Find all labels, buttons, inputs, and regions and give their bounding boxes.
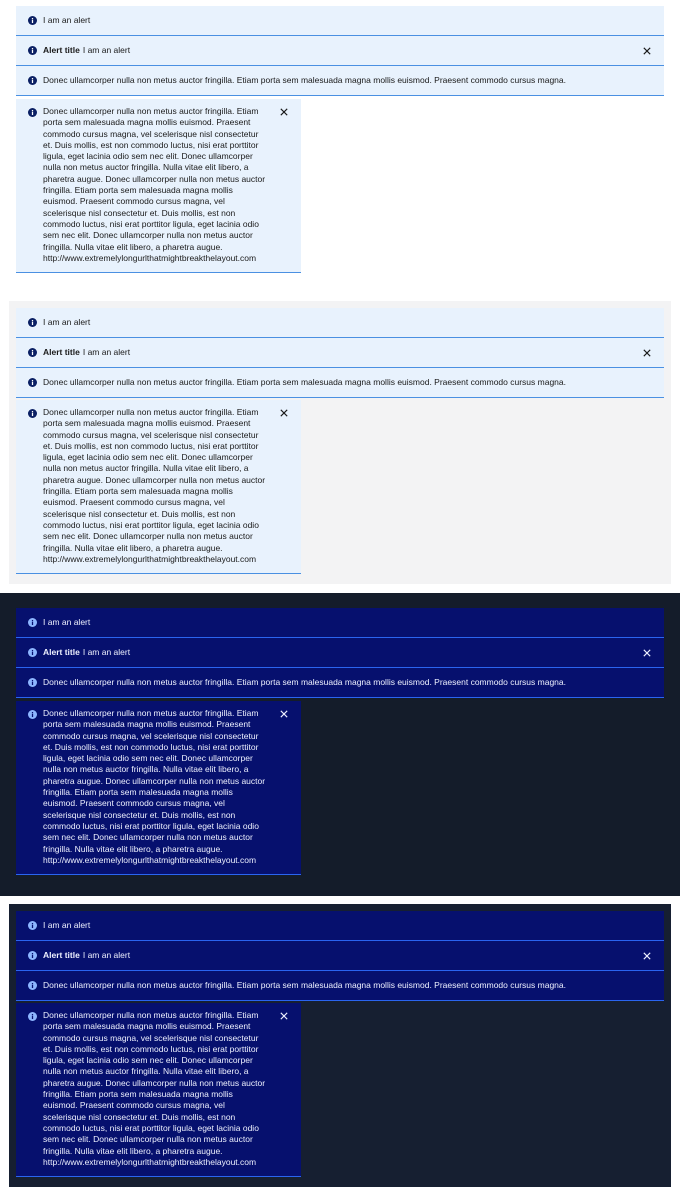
alert-message: I am an alert <box>82 346 131 357</box>
close-icon[interactable] <box>643 47 651 55</box>
alert-with-title <box>16 941 664 971</box>
alert-title: Alert title <box>43 346 80 357</box>
alert-message: I am an alert <box>82 949 131 960</box>
info-icon <box>28 318 37 327</box>
info-icon <box>28 46 37 55</box>
close-icon[interactable] <box>643 349 651 357</box>
info-icon <box>28 76 37 85</box>
alert-long <box>16 701 301 875</box>
close-icon[interactable] <box>280 710 288 718</box>
dark-theme-layer-section <box>9 904 671 1187</box>
alert-with-title <box>16 338 664 368</box>
alert-message: Donec ullamcorper nulla non metus auctor fringilla. Etiam porta sem malesuada magna mollis euismod. Praesent commodo cursus magna. <box>43 74 566 85</box>
alert-message: Donec ullamcorper nulla non metus auctor fringilla. Etiam porta sem malesuada magna mollis euismod. Praesent commodo cursus magna, vel scelerisque nisl consectetur et. Duis mollis, est non commodo luctus, nisi erat porttitor ligula, eget lacinia odio sem nec elit. Donec ullamcorper nulla non metus auctor fringilla. Nulla vitae elit libero, a pharetra augue. Donec ullamcorper nulla non metus auctor fringilla. Etiam porta sem malesuada magna mollis euismod. Praesent commodo cursus magna, vel scelerisque nisl consectetur et. Duis mollis, est non commodo luctus, nisi erat porttitor ligula, eget lacinia odio sem nec elit. Donec ullamcorper nulla non metus auctor fringilla. Nulla vitae elit libero, a pharetra augue. http://www.extremelylongurlthatmightbreakthelayout.com <box>43 708 266 865</box>
alert-title: Alert title <box>43 44 80 55</box>
close-icon[interactable] <box>643 649 651 657</box>
alert-medium <box>16 368 664 398</box>
alert-message: I am an alert <box>43 14 91 25</box>
info-icon <box>28 16 37 25</box>
light-theme-gray-section <box>9 301 671 584</box>
alert-message: Donec ullamcorper nulla non metus auctor fringilla. Etiam porta sem malesuada magna mollis euismod. Praesent commodo cursus magna. <box>43 676 566 687</box>
alert-medium <box>16 668 664 698</box>
alert-long <box>16 400 301 574</box>
alert-with-title <box>16 638 664 668</box>
info-icon <box>28 951 37 960</box>
alert-simple <box>16 608 664 638</box>
info-icon <box>28 409 37 418</box>
alert-message: I am an alert <box>82 646 131 657</box>
close-icon[interactable] <box>280 409 288 417</box>
alert-title: Alert title <box>43 949 80 960</box>
info-icon <box>28 108 37 117</box>
alert-message: Donec ullamcorper nulla non metus auctor fringilla. Etiam porta sem malesuada magna mollis euismod. Praesent commodo cursus magna. <box>43 979 566 990</box>
alert-message: Donec ullamcorper nulla non metus auctor fringilla. Etiam porta sem malesuada magna mollis euismod. Praesent commodo cursus magna, vel scelerisque nisl consectetur et. Duis mollis, est non commodo luctus, nisi erat porttitor ligula, eget lacinia odio sem nec elit. Donec ullamcorper nulla non metus auctor fringilla. Nulla vitae elit libero, a pharetra augue. Donec ullamcorper nulla non metus auctor fringilla. Etiam porta sem malesuada magna mollis euismod. Praesent commodo cursus magna, vel scelerisque nisl consectetur et. Duis mollis, est non commodo luctus, nisi erat porttitor ligula, eget lacinia odio sem nec elit. Donec ullamcorper nulla non metus auctor fringilla. Nulla vitae elit libero, a pharetra augue. http://www.extremelylongurlthatmightbreakthelayout.com <box>43 407 266 564</box>
info-icon <box>28 618 37 627</box>
alert-long <box>16 99 301 273</box>
alert-with-title <box>16 36 664 66</box>
alert-message: I am an alert <box>43 316 91 327</box>
alert-message: I am an alert <box>43 616 91 627</box>
alert-message: Donec ullamcorper nulla non metus auctor fringilla. Etiam porta sem malesuada magna mollis euismod. Praesent commodo cursus magna, vel scelerisque nisl consectetur et. Duis mollis, est non commodo luctus, nisi erat porttitor ligula, eget lacinia odio sem nec elit. Donec ullamcorper nulla non metus auctor fringilla. Nulla vitae elit libero, a pharetra augue. Donec ullamcorper nulla non metus auctor fringilla. Etiam porta sem malesuada magna mollis euismod. Praesent commodo cursus magna, vel scelerisque nisl consectetur et. Duis mollis, est non commodo luctus, nisi erat porttitor ligula, eget lacinia odio sem nec elit. Donec ullamcorper nulla non metus auctor fringilla. Nulla vitae elit libero, a pharetra augue. http://www.extremelylongurlthatmightbreakthelayout.com <box>43 106 266 263</box>
info-icon <box>28 648 37 657</box>
alert-message: I am an alert <box>43 919 91 930</box>
alert-simple <box>16 911 664 941</box>
info-icon <box>28 348 37 357</box>
close-icon[interactable] <box>280 108 288 116</box>
alert-message: Donec ullamcorper nulla non metus auctor fringilla. Etiam porta sem malesuada magna mollis euismod. Praesent commodo cursus magna, vel scelerisque nisl consectetur et. Duis mollis, est non commodo luctus, nisi erat porttitor ligula, eget lacinia odio sem nec elit. Donec ullamcorper nulla non metus auctor fringilla. Nulla vitae elit libero, a pharetra augue. Donec ullamcorper nulla non metus auctor fringilla. Etiam porta sem malesuada magna mollis euismod. Praesent commodo cursus magna, vel scelerisque nisl consectetur et. Duis mollis, est non commodo luctus, nisi erat porttitor ligula, eget lacinia odio sem nec elit. Donec ullamcorper nulla non metus auctor fringilla. Nulla vitae elit libero, a pharetra augue. http://www.extremelylongurlthatmightbreakthelayout.com <box>43 1010 266 1167</box>
light-theme-section <box>0 0 680 290</box>
alert-message: Donec ullamcorper nulla non metus auctor fringilla. Etiam porta sem malesuada magna mollis euismod. Praesent commodo cursus magna. <box>43 376 566 387</box>
alert-message: I am an alert <box>82 44 131 55</box>
close-icon[interactable] <box>643 952 651 960</box>
alert-medium <box>16 66 664 96</box>
alert-long <box>16 1003 301 1177</box>
info-icon <box>28 710 37 719</box>
info-icon <box>28 378 37 387</box>
alert-medium <box>16 971 664 1001</box>
info-icon <box>28 678 37 687</box>
close-icon[interactable] <box>280 1012 288 1020</box>
alert-simple <box>16 308 664 338</box>
dark-theme-section <box>0 593 680 896</box>
alert-simple <box>16 6 664 36</box>
alert-title: Alert title <box>43 646 80 657</box>
info-icon <box>28 1012 37 1021</box>
info-icon <box>28 921 37 930</box>
info-icon <box>28 981 37 990</box>
